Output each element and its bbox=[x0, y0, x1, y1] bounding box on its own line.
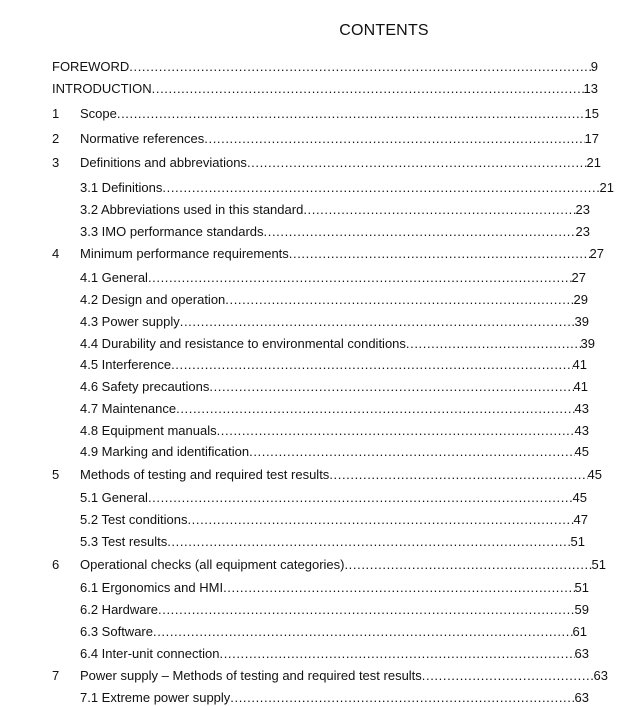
toc-page: 29 bbox=[573, 292, 588, 307]
toc-entry bbox=[80, 690, 589, 706]
toc-entry bbox=[80, 379, 588, 395]
toc-entry bbox=[80, 580, 589, 596]
toc-entry bbox=[80, 602, 589, 618]
toc-entry bbox=[80, 202, 590, 218]
toc-page: 51 bbox=[574, 580, 589, 595]
toc-page: 41 bbox=[572, 357, 587, 372]
toc-entry bbox=[80, 557, 606, 573]
toc-entry bbox=[80, 270, 586, 286]
toc-label: 7.1 Extreme power supply bbox=[80, 690, 231, 705]
toc-page: 17 bbox=[584, 131, 599, 146]
toc-number: 3 bbox=[52, 155, 60, 170]
toc-page: 39 bbox=[574, 314, 589, 329]
toc-label: 4.8 Equipment manuals bbox=[80, 423, 217, 438]
toc-label: Normative references bbox=[80, 131, 205, 146]
toc-label: Scope bbox=[80, 106, 117, 121]
toc-page: 23 bbox=[575, 202, 590, 217]
toc-label: 4.9 Marking and identification bbox=[80, 444, 250, 459]
toc-page: 45 bbox=[587, 467, 602, 482]
toc-entry bbox=[80, 534, 585, 550]
toc-entry bbox=[80, 155, 601, 171]
toc-label: 4.7 Maintenance bbox=[80, 401, 177, 416]
toc-entry bbox=[80, 336, 595, 352]
toc-label: 6.3 Software bbox=[80, 624, 153, 639]
toc-label: 3.2 Abbreviations used in this standard bbox=[80, 202, 304, 217]
toc-label: 4.2 Design and operation bbox=[80, 292, 226, 307]
toc-number: 4 bbox=[52, 246, 60, 261]
toc-label: 5.3 Test results bbox=[80, 534, 168, 549]
toc-page: 51 bbox=[570, 534, 585, 549]
toc-page: 63 bbox=[574, 690, 589, 705]
toc-page: 27 bbox=[571, 270, 586, 285]
toc-label: Definitions and abbreviations bbox=[80, 155, 247, 170]
toc-page: 39 bbox=[580, 336, 595, 351]
toc-label: FOREWORD bbox=[52, 59, 130, 74]
toc-entry bbox=[80, 224, 590, 240]
toc-label: Operational checks (all equipment categories) bbox=[80, 557, 345, 572]
toc-page: 21 bbox=[599, 180, 614, 195]
toc-label: 4.5 Interference bbox=[80, 357, 172, 372]
toc-label: 6.2 Hardware bbox=[80, 602, 159, 617]
toc-page: 43 bbox=[574, 423, 589, 438]
toc-page: 9 bbox=[590, 59, 598, 74]
toc-number: 6 bbox=[52, 557, 60, 572]
toc-entry bbox=[80, 444, 589, 460]
toc-number: 7 bbox=[52, 668, 60, 683]
toc-label: 6.4 Inter-unit connection bbox=[80, 646, 220, 661]
toc-label: 3.3 IMO performance standards bbox=[80, 224, 264, 239]
toc-label: Minimum performance requirements bbox=[80, 246, 289, 261]
toc-label: 4.3 Power supply bbox=[80, 314, 180, 329]
toc-entry bbox=[52, 59, 598, 75]
toc-entry bbox=[80, 246, 604, 262]
toc-label: 4.6 Safety precautions bbox=[80, 379, 210, 394]
toc-label: 5.1 General bbox=[80, 490, 148, 505]
toc-page: 45 bbox=[572, 490, 587, 505]
toc-number: 2 bbox=[52, 131, 60, 146]
toc-entry bbox=[80, 401, 589, 417]
toc-page: 51 bbox=[591, 557, 606, 572]
toc-page: 13 bbox=[583, 81, 598, 96]
toc-page: 61 bbox=[572, 624, 587, 639]
toc-page: 15 bbox=[584, 106, 599, 121]
toc-entry bbox=[80, 180, 614, 196]
toc-page: 59 bbox=[574, 602, 589, 617]
toc-page: 43 bbox=[574, 401, 589, 416]
toc-entry bbox=[80, 646, 589, 662]
toc-label: 4.1 General bbox=[80, 270, 148, 285]
toc-entry bbox=[80, 624, 587, 640]
toc-entry bbox=[80, 512, 588, 528]
toc-entry bbox=[80, 668, 608, 684]
toc-label: 3.1 Definitions bbox=[80, 180, 163, 195]
toc-page: 23 bbox=[575, 224, 590, 239]
page-title: CONTENTS bbox=[339, 22, 429, 39]
toc-entry bbox=[80, 423, 589, 439]
toc-entry bbox=[80, 106, 599, 122]
toc-entry bbox=[80, 490, 587, 506]
toc-page: 21 bbox=[586, 155, 601, 170]
toc-label: 5.2 Test conditions bbox=[80, 512, 188, 527]
toc-number: 1 bbox=[52, 106, 60, 121]
toc-page: 45 bbox=[574, 444, 589, 459]
toc-label: Power supply – Methods of testing and required test results bbox=[80, 668, 422, 683]
toc-label: 4.4 Durability and resistance to environmental conditions bbox=[80, 336, 406, 351]
toc-entry bbox=[80, 357, 587, 373]
toc-label: 6.1 Ergonomics and HMI bbox=[80, 580, 224, 595]
toc-page: 27 bbox=[589, 246, 604, 261]
toc-entry bbox=[80, 314, 589, 330]
toc-page: 41 bbox=[573, 379, 588, 394]
toc-label: Methods of testing and required test results bbox=[80, 467, 330, 482]
toc-entry bbox=[80, 292, 588, 308]
toc-entry bbox=[52, 81, 598, 97]
toc-page: 63 bbox=[574, 646, 589, 661]
toc-label: INTRODUCTION bbox=[52, 81, 152, 96]
toc-page: 47 bbox=[573, 512, 588, 527]
toc-page: 63 bbox=[593, 668, 608, 683]
toc-entry bbox=[80, 131, 599, 147]
toc-number: 5 bbox=[52, 467, 60, 482]
toc-entry bbox=[80, 467, 602, 483]
